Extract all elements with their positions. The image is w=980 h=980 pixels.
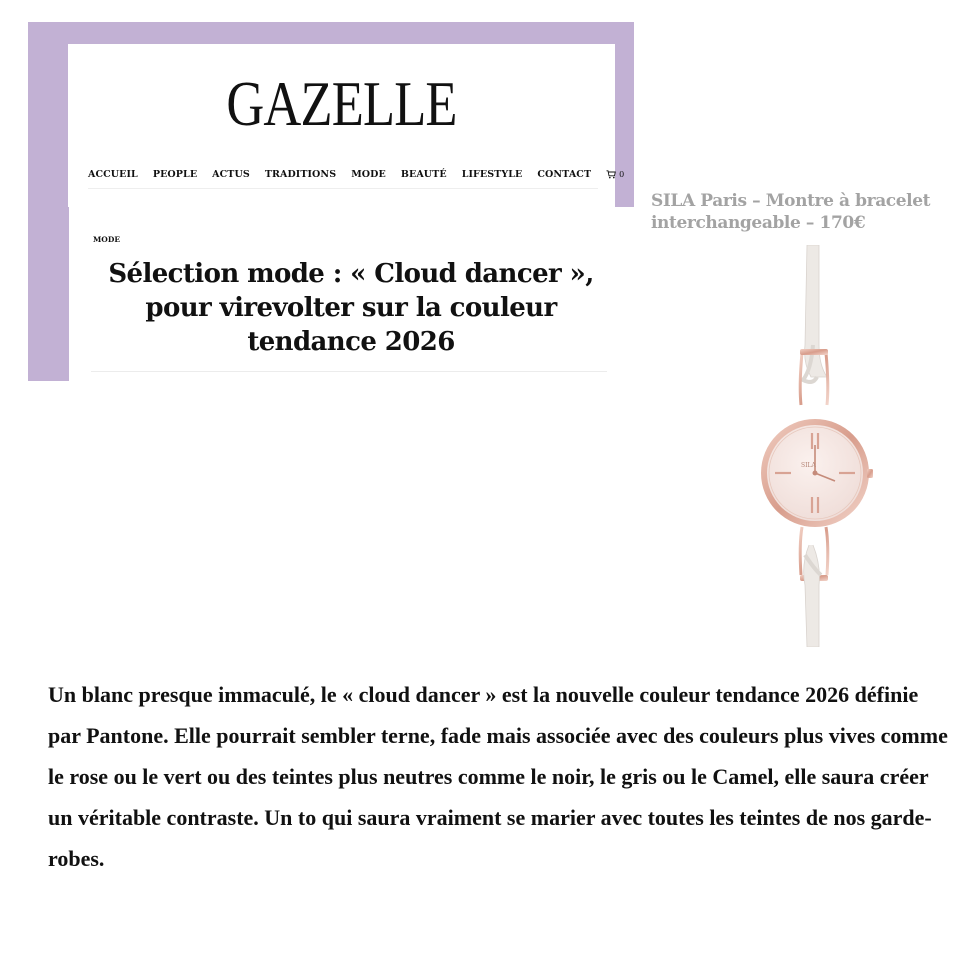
category-label[interactable]: MODE bbox=[93, 235, 121, 244]
nav-contact[interactable]: CONTACT bbox=[537, 168, 592, 180]
article-title: Sélection mode : « Cloud dancer », pour virevolter sur la couleur tendance 2026 bbox=[108, 259, 594, 357]
main-nav bbox=[88, 166, 624, 182]
nav-actus[interactable]: ACTUS bbox=[212, 168, 250, 180]
cart-button[interactable] bbox=[606, 170, 624, 179]
nav-accueil[interactable]: ACCUEIL bbox=[88, 168, 138, 180]
nav-lifestyle[interactable]: LIFESTYLE bbox=[461, 168, 523, 180]
article-body: Un blanc presque immaculé, le « cloud dancer » est la nouvelle couleur tendance 2026 définie par Pantone. Elle pourrait sembler terne, fade mais associée avec des couleurs plus vives comme le rose ou le vert ou des teintes plus neutres comme le noir, le gris ou le Camel, elle saura créer un véritable contraste. Un to qui saura vraiment se marier avec toutes les teintes de nos garde- robes. bbox=[48, 682, 948, 871]
nav-beaute[interactable]: BEAUTÉ bbox=[400, 168, 447, 180]
cart-icon bbox=[606, 170, 616, 179]
watch-brand: SILA bbox=[801, 462, 816, 469]
product-caption: SILA Paris – Montre à bracelet interchangeable – 170€ bbox=[651, 191, 931, 233]
nav-mode[interactable]: MODE bbox=[351, 168, 386, 180]
watch-image bbox=[755, 245, 875, 647]
title-divider bbox=[91, 371, 607, 372]
site-header bbox=[68, 44, 625, 207]
nav-traditions[interactable]: TRADITIONS bbox=[264, 168, 337, 180]
cart-count: 0 bbox=[619, 169, 625, 179]
article-header bbox=[69, 207, 615, 381]
nav-divider bbox=[88, 188, 598, 189]
site-logo[interactable]: GAZELLE bbox=[226, 68, 457, 139]
frame-background-left bbox=[28, 207, 69, 381]
nav-people[interactable]: PEOPLE bbox=[152, 168, 198, 180]
